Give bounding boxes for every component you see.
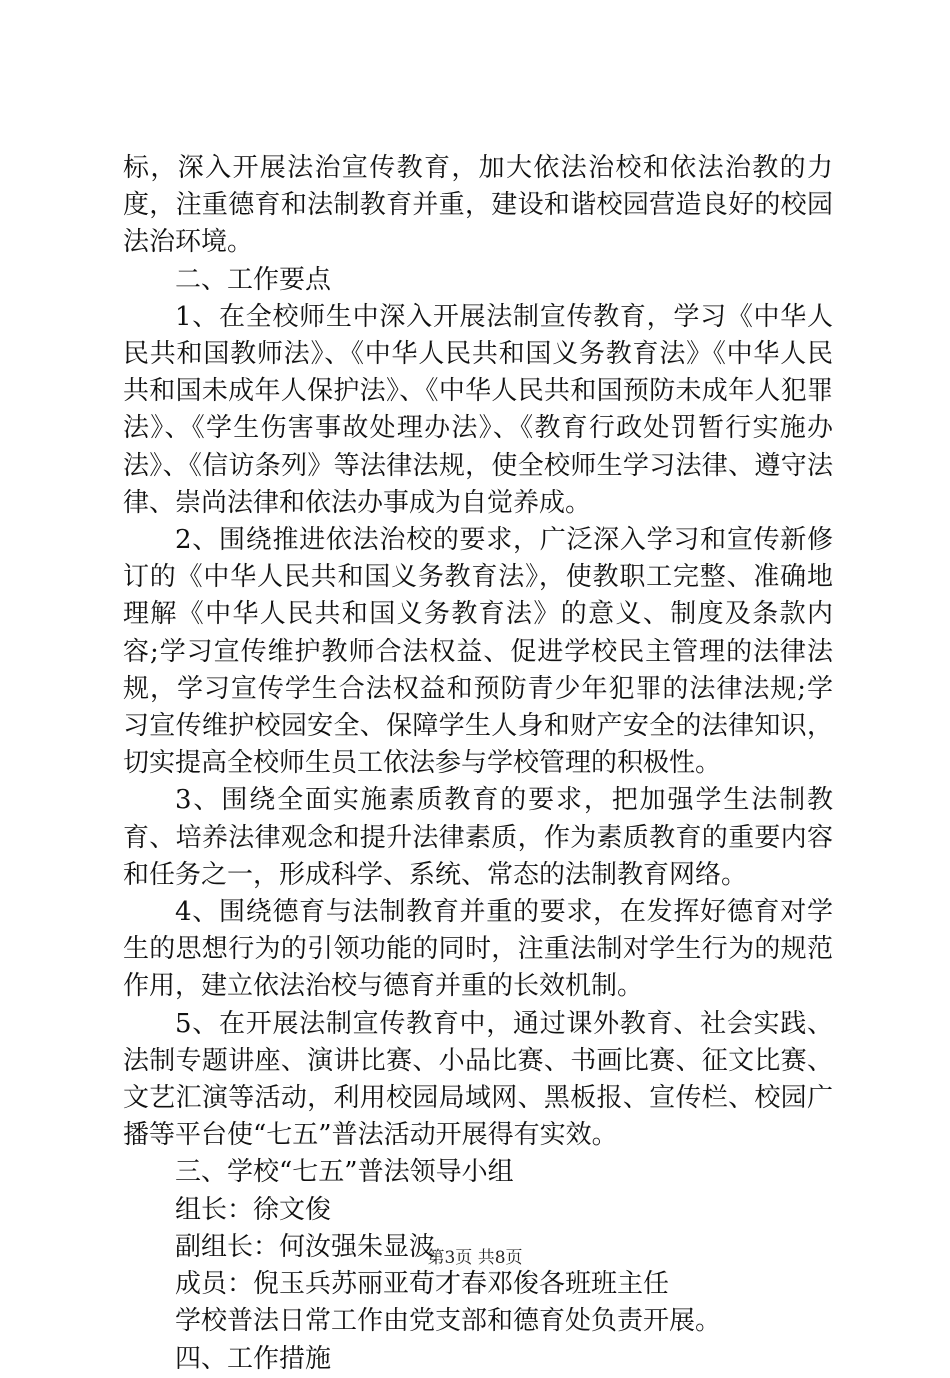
paragraph-point-4: 4、围绕德育与法制教育并重的要求，在发挥好德育对学生的思想行为的引领功能的同时，注重法制对学生行为的规范作用，建立依法治校与德育并重的长效机制。 bbox=[123, 897, 833, 1002]
members-line: 成员：倪玉兵苏丽亚荀才春邓俊各班班主任 bbox=[175, 1269, 670, 1300]
page-number-footer: 第3页 共8页 bbox=[427, 1248, 523, 1268]
deputy-leader-line: 副组长：何汝强朱显波 bbox=[175, 1231, 436, 1262]
paragraph-point-5: 5、在开展法制宣传教育中，通过课外教育、社会实践、法制专题讲座、演讲比赛、小品比赛、书画比赛、征文比赛、文艺汇演等活动，利用校园局域网、黑板报、宣传栏、校园广播等平台使“七五”普法活动开展得有实效。 bbox=[123, 1008, 833, 1151]
heading-work-measures: 四、工作措施 bbox=[175, 1343, 332, 1374]
heading-work-points: 二、工作要点 bbox=[175, 264, 332, 295]
document-body bbox=[123, 150, 833, 1378]
heading-leadership-group: 三、学校“七五”普法领导小组 bbox=[175, 1157, 514, 1188]
paragraph-point-3: 3、围绕全面实施素质教育的要求，把加强学生法制教育、培养法律观念和提升法律素质，作为素质教育的重要内容和任务之一，形成科学、系统、常态的法制教育网络。 bbox=[123, 785, 833, 890]
paragraph-point-2: 2、围绕推进依法治校的要求，广泛深入学习和宣传新修订的《中华人民共和国义务教育法》，使教职工完整、准确地理解《中华人民共和国义务教育法》的意义、制度及条款内容;学习宣传维护教师合法权益、促进学校民主管理的法律法规，学习宣传学生合法权益和预防青少年犯罪的法律法规;学习宣传维护校园安全、保障学生人身和财产安全的法律知识，切实提高全校师生员工依法参与学校管理的积极性。 bbox=[123, 525, 833, 779]
paragraph-intro-continued: 标，深入开展法治宣传教育，加大依法治校和依法治教的力度，注重德育和法制教育并重，建设和谐校园营造良好的校园法治环境。 bbox=[123, 153, 833, 258]
group-leader-line: 组长：徐文俊 bbox=[175, 1194, 332, 1225]
daily-work-line: 学校普法日常工作由党支部和德育处负责开展。 bbox=[175, 1306, 722, 1337]
paragraph-point-1: 1、在全校师生中深入开展法制宣传教育，学习《中华人民共和国教师法》、《中华人民共和国义务教育法》《中华人民共和国未成年人保护法》、《中华人民共和国预防未成年人犯罪法》、《学生伤害事故处理办法》、《教育行政处罚暂行实施办法》、《信访条列》等法律法规，使全校师生学习法律、遵守法律、崇尚法律和依法办事成为自觉养成。 bbox=[123, 301, 833, 518]
